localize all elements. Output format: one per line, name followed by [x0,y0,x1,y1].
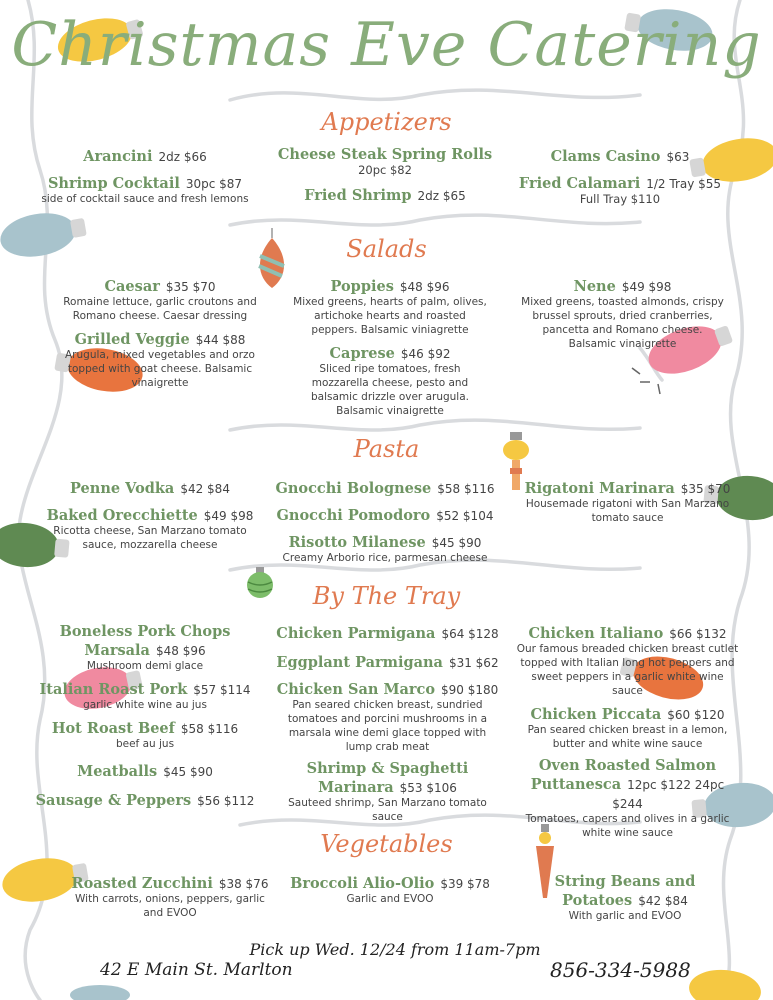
item-name: Clams Casino [550,148,661,165]
menu-item-chicken-italiano [515,623,740,698]
item-name: Chicken Parmigana [276,625,436,642]
item-name-line2: Marinara [318,779,394,796]
item-description: Tomatoes, capers and olives in a garlic white wine sauce [525,813,730,839]
page-title: Christmas Eve Catering [11,10,762,80]
item-description: Mixed greens, hearts of palm, olives, artichoke hearts and roasted peppers. Balsamic viniagrette [293,296,487,336]
menu-item-rigatoni-marinara [520,478,735,525]
menu-item-risotto-milanese [270,532,500,565]
item-name: Grilled Veggie [74,331,190,348]
item-name: Poppies [330,278,394,295]
item-name-line1: String Beans and [554,873,696,890]
item-price: $48 $96 [155,644,206,658]
item-description: Ricotta cheese, San Marzano tomato sauce, mozzarella cheese [53,525,247,551]
item-name: Fried Calamari [518,175,641,192]
item-name: Cheese Steak Spring Rolls [277,146,493,163]
menu-item-penne-vodka [35,478,265,497]
item-name: Roasted Zucchini [71,875,213,892]
item-name: Gnocchi Bolognese [275,480,432,497]
item-name: Italian Roast Pork [39,681,188,698]
item-description: Creamy Arborio rice, parmesan cheese [282,552,488,564]
menu-item-grilled-veggie [55,329,265,390]
item-price: $63 [666,150,690,164]
pickup-info: Pick up Wed. 12/24 from 11am-7pm [249,940,541,959]
item-price: $57 $114 [193,683,251,697]
menu-item-baked-orecchiette [35,505,265,552]
menu-item-arancini [20,146,270,165]
item-description: Sliced ripe tomatoes, fresh mozzarella cheese, pesto and balsamic drizzle over arugula. Balsamic vinaigrette [311,363,469,417]
item-price: $58 $116 [180,722,239,736]
menu-item-string-beans [540,873,710,923]
item-price: $48 $96 [399,280,450,294]
appetizers-column-middle [270,146,500,210]
menu-item-nene [520,276,725,351]
menu-item-gnocchi-bolognese [270,478,500,497]
menu-item-shrimp-cocktail [20,173,270,206]
item-name: Gnocchi Pomodoro [276,507,431,524]
item-name: Meatballs [77,763,158,780]
menu-item-caesar [55,276,265,323]
item-price: $60 $120 [667,708,725,722]
item-name: Eggplant Parmigana [276,654,443,671]
menu-item-fried-calamari [500,173,740,206]
salads-column-right [520,276,725,357]
tray-column-right [515,623,740,846]
menu-item-roasted-zucchini [65,873,275,920]
menu-item-chicken-san-marco [275,679,500,754]
item-description: With garlic and EVOO [568,910,682,922]
item-name: Fried Shrimp [304,187,412,204]
item-description: Our famous breaded chicken breast cutlet topped with Italian long hot peppers and sweet peppers in a garlic white wine sauce [516,643,739,697]
item-price: $49 $98 [621,280,672,294]
item-description: Arugula, mixed vegetables and orzo topped with goat cheese. Balsamic vinaigrette [65,349,255,389]
vegetables-column-middle [280,873,500,912]
item-price: $42 $84 [180,482,230,496]
item-name: Caprese [329,345,395,362]
appetizers-column-left [20,146,270,212]
item-name-line2: Marsala [84,642,150,659]
item-name: Rigatoni Marinara [524,480,675,497]
menu-item-caprese [290,343,490,418]
item-price: $52 $104 [436,509,494,523]
item-price: 2dz $65 [417,189,466,203]
menu-item-sausage-peppers [20,790,270,809]
item-price: $42 $84 [638,894,688,908]
menu-item-italian-roast-pork [20,679,270,712]
item-name: Arancini [83,148,153,165]
item-description: Mushroom demi glace [86,660,204,672]
menu-item-fried-shrimp [270,185,500,204]
address: 42 E Main St. Marlton [100,960,293,980]
menu-item-gnocchi-pomodoro [270,505,500,524]
item-name: Penne Vodka [70,480,175,497]
item-name: Sausage & Peppers [35,792,192,809]
item-description: side of cocktail sauce and fresh lemons [41,193,249,205]
item-price: 2dz $66 [158,150,207,164]
menu-item-pork-chops [20,623,270,673]
item-price: $44 $88 [195,333,246,347]
item-price: $90 $180 [441,683,499,697]
menu-item-chicken-piccata [515,704,740,751]
menu-item-hot-roast-beef [20,718,270,751]
menu-item-broccoli [280,873,500,906]
appetizers-column-right [500,146,740,212]
menu-item-salmon [515,757,740,840]
section-heading-pasta: Pasta [353,435,420,463]
item-description: Sauteed shrimp, San Marzano tomato sauce [288,797,487,823]
menu-item-chicken-parmigana [275,623,500,642]
menu-item-poppies [290,276,490,337]
item-name: Nene [573,278,616,295]
item-price: 30pc $87 [185,177,243,191]
item-price: $56 $112 [197,794,255,808]
vegetables-column-left [65,873,275,926]
menu-item-clams-casino [500,146,740,165]
salads-column-middle [290,276,490,424]
item-price: 12pc $122 24pc $244 [612,778,725,811]
item-description: With carrots, onions, peppers, garlic and EVOO [75,893,265,919]
item-price: $35 $70 [680,482,731,496]
section-heading-by-the-tray: By The Tray [312,582,461,610]
item-name: Chicken Piccata [530,706,662,723]
item-name-line1: Oven Roasted Salmon [538,757,717,774]
menu-item-meatballs [20,761,270,780]
item-name: Broccoli Alio-Olio [290,875,435,892]
item-price: 1/2 Tray $55 [646,177,722,191]
item-name: Shrimp Cocktail [47,175,180,192]
tray-column-middle [275,623,500,830]
item-name: Baked Orecchiette [46,507,198,524]
pasta-column-right [520,478,735,531]
item-description: Romaine lettuce, garlic croutons and Romano cheese. Caesar dressing [63,296,257,322]
item-price: $35 $70 [165,280,216,294]
item-price: $38 $76 [218,877,269,891]
section-heading-salads: Salads [346,235,427,263]
item-price: $45 $90 [431,536,482,550]
vegetables-column-right [540,873,710,929]
item-price: 20pc $82 [358,163,412,177]
item-name: Risotto Milanese [288,534,426,551]
item-description: Pan seared chicken breast, sundried tomatoes and porcini mushrooms in a marsala wine demi glace topped with lump crab meat [287,699,488,753]
menu-item-eggplant-parmigana [275,652,500,671]
item-description: Pan seared chicken breast in a lemon, butter and white wine sauce [527,724,728,750]
tray-column-left [20,623,270,815]
item-name: Caesar [104,278,160,295]
item-description: Mixed greens, toasted almonds, crispy brussel sprouts, dried cranberries, pancetta and Romano cheese. Balsamic vinaigrette [521,296,724,350]
item-price: $64 $128 [441,627,499,641]
item-description: beef au jus [115,738,175,750]
item-name: Hot Roast Beef [51,720,175,737]
item-description: Housemade rigatoni with San Marzano tomato sauce [525,498,730,524]
item-name-line2: Puttanesca [530,776,622,793]
menu-item-shrimp-spaghetti [275,760,500,824]
item-name: Chicken Italiano [528,625,664,642]
phone-number: 856-334-5988 [550,958,691,982]
item-price: $66 $132 [669,627,727,641]
section-heading-vegetables: Vegetables [320,830,453,858]
item-price: $53 $106 [399,781,457,795]
pasta-column-left [35,478,265,558]
item-price: $49 $98 [203,509,254,523]
item-price: $45 $90 [163,765,213,779]
pasta-column-middle [270,478,500,571]
section-heading-appetizers: Appetizers [321,108,452,136]
item-name: Chicken San Marco [276,681,436,698]
menu-item-cheese-steak-spring-rolls [270,146,500,177]
item-description: garlic white wine au jus [83,699,207,711]
item-name-line1: Shrimp & Spaghetti [306,760,469,777]
item-name-line1: Boneless Pork Chops [59,623,231,640]
salads-column-left [55,276,265,396]
item-price-secondary: Full Tray $110 [579,192,661,206]
item-description: Garlic and EVOO [346,893,434,905]
item-price: $46 $92 [400,347,451,361]
item-price: $58 $116 [437,482,495,496]
item-price: $39 $78 [440,877,490,891]
item-name-line2: Potatoes [562,892,633,909]
item-price: $31 $62 [448,656,499,670]
